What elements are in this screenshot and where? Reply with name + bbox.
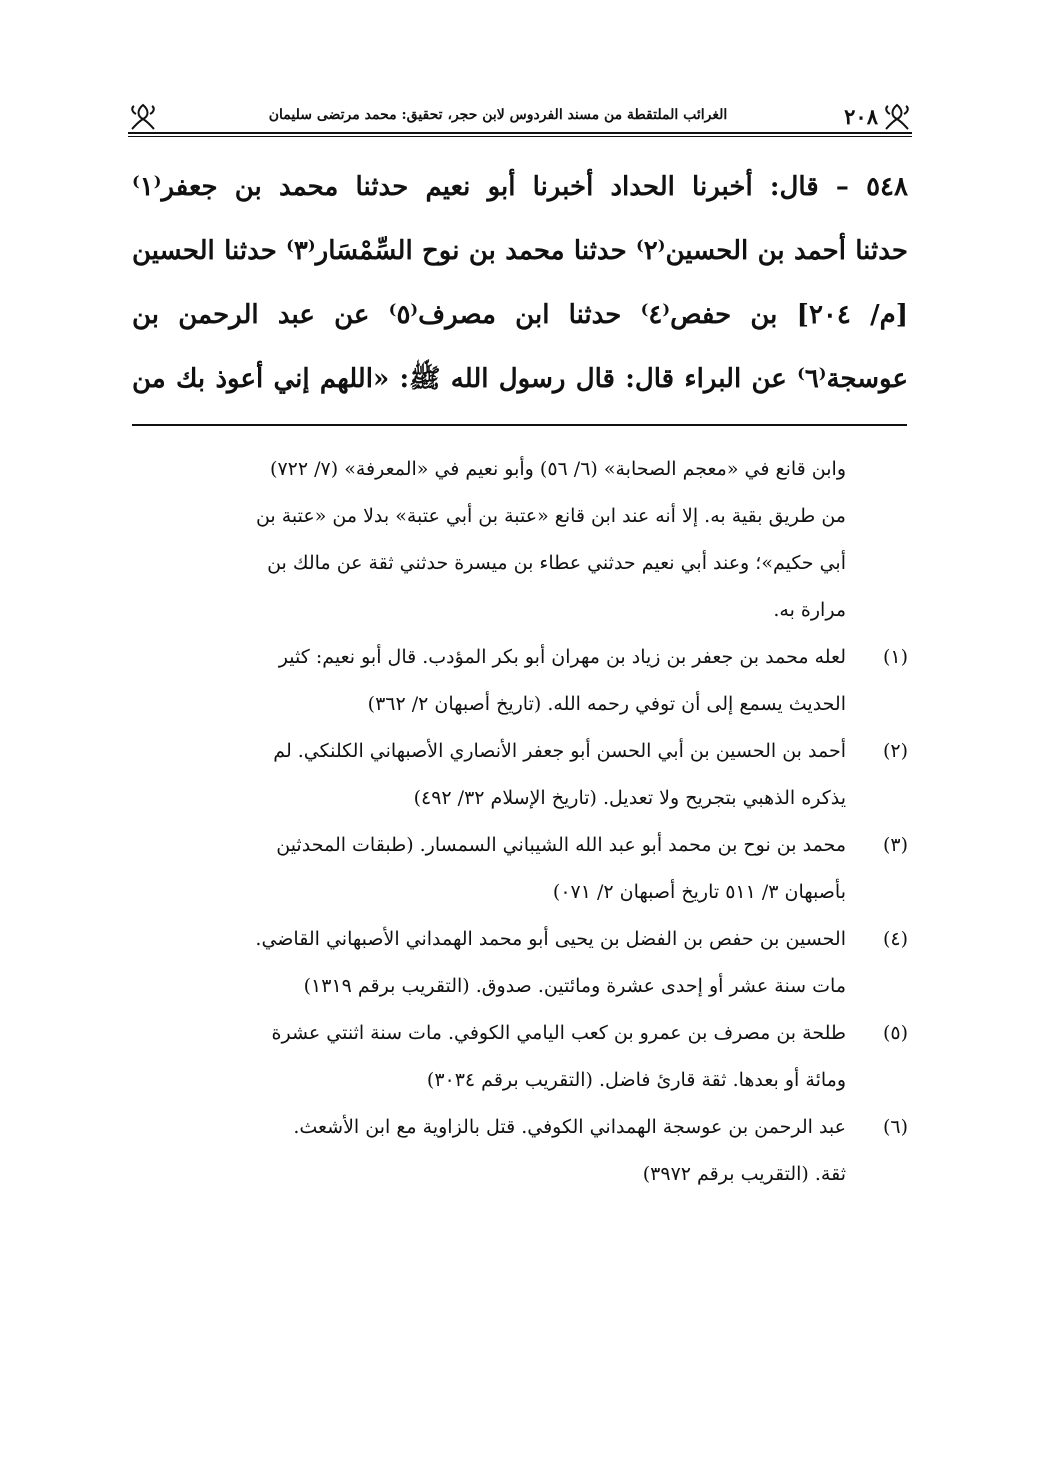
ornament-icon (128, 102, 158, 132)
footnote-number: (١) (882, 646, 908, 668)
footnote-line: ومائة أو بعدها. ثقة قارئ فاضل. (التقريب برقم ٣٠٣٤) (426, 1069, 846, 1091)
footnote (132, 1104, 908, 1198)
footnote-line: الحديث يسمع إلى أن توفي رحمه الله. (تاريخ أصبهان ٢/ ٣٦٢) (367, 693, 846, 715)
footnote-continuation-line: مرارة به. (773, 599, 846, 621)
running-header (128, 100, 912, 142)
text-line: حدثنا أحمد بن الحسين⁽٢⁾ حدثنا محمد بن نوح السِّمْسَار⁽٣⁾ حدثنا الحسين (132, 236, 908, 266)
page-number: ٢٠٨ (844, 104, 878, 129)
header-rule (128, 136, 912, 137)
footnote-number: (٥) (882, 1022, 908, 1044)
footnote (132, 634, 908, 728)
footnote (132, 822, 908, 916)
footnote (132, 916, 908, 1010)
footnote-number: (٢) (882, 740, 908, 762)
footnote-line: طلحة بن مصرف بن عمرو بن كعب اليامي الكوفي. مات سنة اثنتي عشرة (271, 1022, 846, 1044)
footnote-line: الحسين بن حفص بن الفضل بن يحيى أبو محمد الهمداني الأصبهاني القاضي. (255, 928, 846, 950)
text-line: عوسجة⁽٦⁾ عن البراء قال: قال رسول الله ﷺ: «اللهم إني أعوذ بك من (132, 364, 908, 394)
ornament-icon (882, 102, 912, 132)
footnote-line: لعله محمد بن جعفر بن زياد بن مهران أبو بكر المؤدب. قال أبو نعيم: كثير (278, 646, 846, 668)
footnote-number: (٣) (882, 834, 908, 856)
footnote-continuation-line: أبي حكيم»؛ وعند أبي نعيم حدثني عطاء بن ميسرة حدثني ثقة عن مالك بن (267, 552, 846, 574)
footnote-continuation-line: من طريق بقية به. إلا أنه عند ابن قانع «عتبة بن أبي عتبة» بدلا من «عتبة بن (255, 505, 846, 527)
footnote-continuation-line: وابن قانع في «معجم الصحابة» (٦/ ٥٦) وأبو نعيم في «المعرفة» (٧/ ٧٢٢) (270, 458, 846, 480)
footnote-separator (132, 424, 907, 426)
text-line: [م/ ٢٠٤] بن حفص⁽٤⁾ حدثنا ابن مصرف⁽٥⁾ عن عبد الرحمن بن (132, 300, 908, 330)
footnote-line: أحمد بن الحسين بن أبي الحسن أبو جعفر الأنصاري الأصبهاني الكلنكي. لم (273, 740, 846, 762)
header-title: الغرائب الملتقطة من مسند الفردوس لابن حجر، تحقيق: محمد مرتضى سليمان (268, 107, 728, 123)
footnote-number: (٦) (882, 1116, 908, 1138)
footnote-number: (٤) (882, 928, 908, 950)
footnote (132, 1010, 908, 1104)
footnote-line: يذكره الذهبي بتجريح ولا تعديل. (تاريخ الإسلام ٣٢/ ٤٩٢) (413, 787, 846, 809)
footnote-line: عبد الرحمن بن عوسجة الهمداني الكوفي. قتل بالزاوية مع ابن الأشعث. (293, 1116, 846, 1138)
header-rule (128, 132, 912, 134)
hadith-text (132, 155, 908, 411)
footnote-line: مات سنة عشر أو إحدى عشرة ومائتين. صدوق. (التقريب برقم ١٣١٩) (303, 975, 846, 997)
footnote-line: ثقة. (التقريب برقم ٣٩٧٢) (642, 1163, 846, 1185)
footnotes (132, 446, 908, 1198)
footnote-line: محمد بن نوح بن محمد أبو عبد الله الشيباني السمسار. (طبقات المحدثين (276, 834, 846, 856)
footnote (132, 728, 908, 822)
text-line: ٥٤٨ – قال: أخبرنا الحداد أخبرنا أبو نعيم حدثنا محمد بن جعفر⁽١⁾ (132, 172, 908, 202)
footnote-line: بأصبهان ٣/ ٥١١ تاريخ أصبهان ٢/ ٠٧١) (552, 881, 846, 903)
